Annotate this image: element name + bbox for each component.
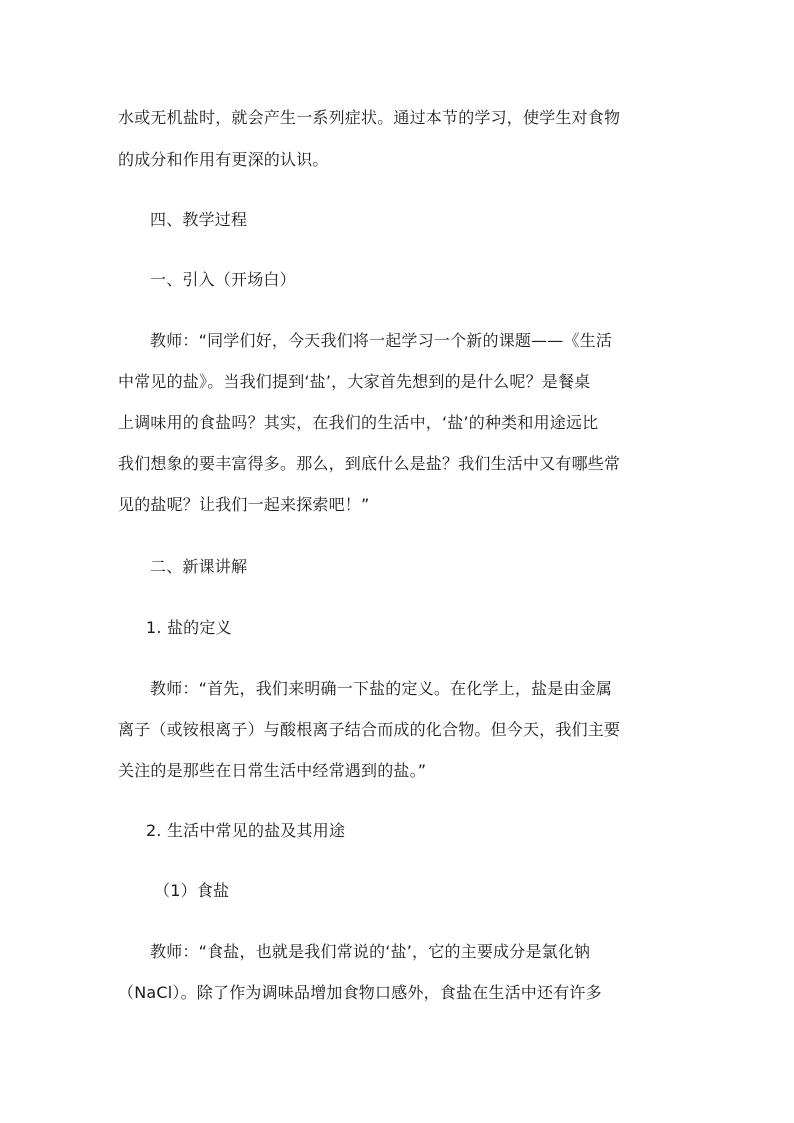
- body-text-line: （NaCl）。除了作为调味品增加食物口感外，食盐在生活中还有许多: [118, 983, 602, 1002]
- subsection-heading: 2. 生活中常见的盐及其用途: [146, 821, 346, 840]
- paragraph-first-line: 教师：“食盐，也就是我们常说的‘盐’，它的主要成分是氯化钠: [150, 942, 591, 961]
- body-text-line: 水或无机盐时，就会产生一系列症状。通过本节的学习，使学生对食物: [118, 108, 621, 127]
- body-text-line: 见的盐呢？让我们一起来探索吧！”: [118, 495, 370, 514]
- sub-item-heading: （1）食盐: [154, 881, 230, 900]
- paragraph-first-line: 教师：“首先，我们来明确一下盐的定义。在化学上，盐是由金属: [150, 679, 613, 698]
- subsection-heading: 1. 盐的定义: [146, 618, 232, 637]
- section-heading: 二、新课讲解: [150, 557, 248, 576]
- body-text-line: 上调味用的食盐吗？其实，在我们的生活中，‘盐’的种类和用途远比: [118, 413, 599, 432]
- section-heading: 四、教学过程: [150, 210, 248, 229]
- body-text-line: 离子（或铵根离子）与酸根离子结合而成的化合物。但今天，我们主要: [118, 720, 621, 739]
- body-text-line: 我们想象的要丰富得多。那么，到底什么是盐？我们生活中又有哪些常: [118, 454, 621, 473]
- body-text-line: 中常见的盐》。当我们提到‘盐’，大家首先想到的是什么呢？是餐桌: [118, 372, 591, 391]
- paragraph-first-line: 教师：“同学们好，今天我们将一起学习一个新的课题——《生活: [150, 331, 613, 350]
- section-heading: 一、引入（开场白）: [150, 270, 296, 289]
- body-text-line: 的成分和作用有更深的认识。: [118, 150, 329, 169]
- body-text-line: 关注的是那些在日常生活中经常遇到的盐。”: [118, 761, 427, 780]
